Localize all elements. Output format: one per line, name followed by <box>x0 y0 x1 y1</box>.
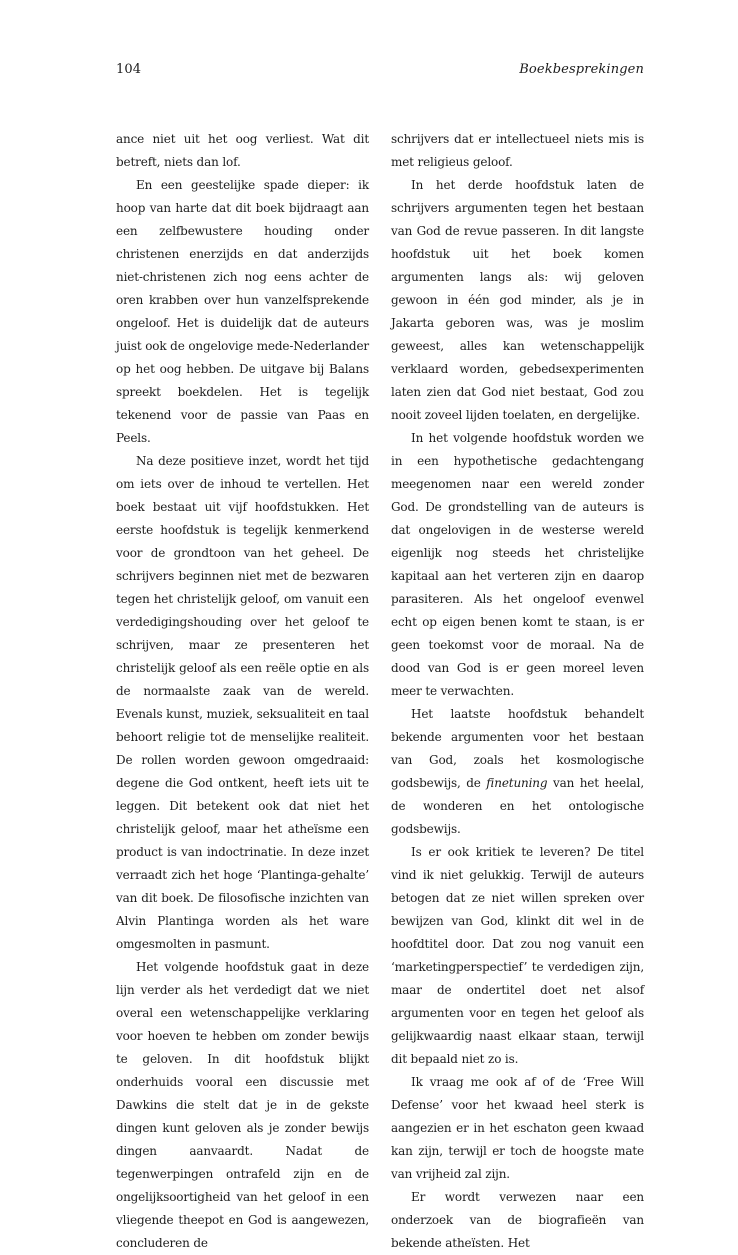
paragraph: In het volgende hoofdstuk worden we in een hypothetische gedachtengang meegenomen naar een wereld zonder God. De grondstelling van de auteurs is dat ongelovigen in de westerse wereld eigenlijk nog steeds het christelijke kapitaal aan het verteren zijn en daarop parasiteren. Als het ongeloof evenwel echt op eigen benen komt te staan, is er geen toekomst voor de moraal. Na de dood van God is er geen moreel leven meer te verwachten. <box>391 431 644 698</box>
emphasis-finetuning: finetuning <box>486 776 548 790</box>
paragraph <box>391 703 644 841</box>
paragraph: Na deze positieve inzet, wordt het tijd om iets over de inhoud te vertellen. Het boek bestaat uit vijf hoofdstukken. Het eerste hoofdstuk is tegelijk kenmerkend voor de grondtoon van het geheel. De schrijvers beginnen niet met de bezwaren tegen het christelijk geloof, om vanuit een verdedigingshouding over het geloof te schrijven, maar ze presenteren het christelijk geloof als een reële optie en als de normaalste zaak van de wereld. Evenals kunst, muziek, seksualiteit en taal behoort religie tot de menselijke realiteit. De rollen worden gewoon omgedraaid: degene die God ontkent, heeft iets uit te leggen. Dit betekent ook dat niet het christelijk geloof, maar het atheïsme een product is van indoctrinatie. In deze inzet verraadt zich het hoge ‘Plantinga-gehalte’ van dit boek. De filosofische inzichten van Alvin Plantinga worden als het ware omgesmolten in pasmunt. <box>116 454 369 951</box>
paragraph: Ik vraag me ook af of de ‘Free Will Defense’ voor het kwaad heel sterk is aangezien er in het eschaton geen kwaad kan zijn, terwijl er toch de hoogste mate van vrijheid zal zijn. <box>391 1075 644 1181</box>
paragraph: In het derde hoofdstuk laten de schrijvers argumenten tegen het bestaan van God de revue passeren. In dit langste hoofdstuk uit het boek komen argumenten langs als: wij geloven gewoon in één god minder, als je in Jakarta geboren was, was je moslim geweest, alles kan wetenschappelijk verklaard worden, gebedsexperimenten laten zien dat God niet bestaat, God zou nooit zoveel lijden toelaten, en dergelijke. <box>391 178 644 422</box>
paragraph: Het volgende hoofdstuk gaat in deze lijn verder als het verdedigt dat we niet overal een wetenschappelijke verklaring voor hoeven te hebben om zonder bewijs te geloven. In dit hoofdstuk blijkt onderhuids vooral een discussie met Dawkins die stelt dat je in de gekste dingen kunt geloven als je zonder bewijs dingen aanvaardt. Nadat de tegenwerpingen ontrafeld zijn en de ongelijksoortigheid van het geloof in een vliegende theepot en God is aangewezen, concluderen de <box>116 960 369 1250</box>
paragraph: schrijvers dat er intellectueel niets mis is met religieus geloof. <box>391 132 644 169</box>
paragraph-text: Het laatste hoofdstuk behandelt bekende argumenten voor het bestaan van God, zoals het kosmologische godsbewijs, de <box>391 707 644 790</box>
paragraph: ance niet uit het oog verliest. Wat dit betreft, niets dan lof. <box>116 132 369 169</box>
page-number: 104 <box>116 62 142 77</box>
paragraph: En een geestelijke spade dieper: ik hoop van harte dat dit boek bijdraagt aan een zelfbewustere houding onder christenen enerzijds en dat anderzijds niet-christenen zich nog eens achter de oren krabben over hun vanzelfsprekende ongeloof. Het is duidelijk dat de auteurs juist ook de ongelovige mede-Nederlander op het oog hebben. De uitgave bij Balans spreekt boekdelen. Het is tegelijk tekenend voor de passie van Paas en Peels. <box>116 178 369 445</box>
paragraph-text: van het heelal, de wonderen en het ontologische godsbewijs. <box>391 776 644 836</box>
left-column <box>116 128 369 1255</box>
paragraph: Is er ook kritiek te leveren? De titel vind ik niet gelukkig. Terwijl de auteurs betogen dat ze niet willen spreken over bewijzen van God, klinkt dit wel in de hoofdtitel door. Dat zou nog vanuit een ‘marketingperspectief’ te verdedigen zijn, maar de ondertitel doet net alsof argumenten voor en tegen het geloof als gelijkwaardig naast elkaar staan, terwijl dit bepaald niet zo is. <box>391 845 644 1066</box>
right-column <box>391 128 644 1255</box>
paragraph: Er wordt verwezen naar een onderzoek van de biografieën van bekende atheïsten. Het <box>391 1190 644 1250</box>
running-head: Boekbesprekingen <box>519 62 644 77</box>
